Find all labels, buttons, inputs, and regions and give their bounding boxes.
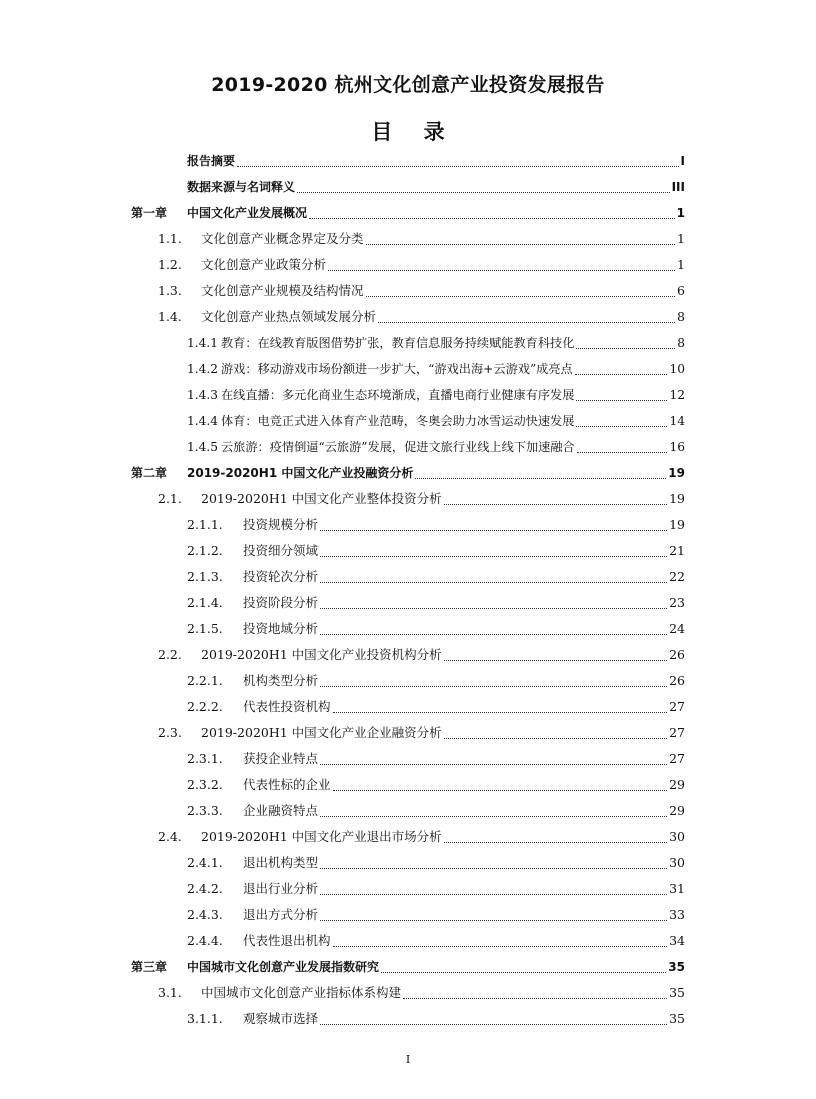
toc-entry[interactable] xyxy=(131,746,685,772)
toc-entry-title: 投资规模分析 xyxy=(243,517,319,532)
toc-dot-leader xyxy=(320,816,667,817)
toc-entry-page: 33 xyxy=(669,907,685,922)
toc-entry-title: 代表性退出机构 xyxy=(243,933,331,948)
toc-entry-title: 中国文化产业发展概况 xyxy=(187,206,308,220)
toc-entry-number: 2.2.1. xyxy=(187,673,223,688)
toc-entry-page: 27 xyxy=(669,725,685,740)
toc-entry-title: 投资地域分析 xyxy=(243,621,319,636)
toc-entry[interactable] xyxy=(131,616,685,642)
toc-entry[interactable] xyxy=(131,824,685,850)
toc-entry-number: 2.3. xyxy=(158,725,182,740)
toc-entry[interactable] xyxy=(131,954,685,980)
toc-entry-number: 1.3. xyxy=(158,283,182,298)
toc-entry[interactable] xyxy=(131,434,685,460)
toc-entry[interactable] xyxy=(131,876,685,902)
toc-entry-number: 第三章 xyxy=(131,960,168,974)
toc-entry-number: 第一章 xyxy=(131,206,168,220)
toc-entry[interactable] xyxy=(131,668,685,694)
toc-dot-leader xyxy=(237,166,679,167)
toc-entry-page: 19 xyxy=(668,466,685,480)
toc-entry-number: 2.2.2. xyxy=(187,699,223,714)
toc-entry-title: 中国城市文化创意产业指标体系构建 xyxy=(201,985,402,1000)
toc-dot-leader xyxy=(320,764,667,765)
toc-entry-title: 投资阶段分析 xyxy=(243,595,319,610)
toc-entry-page: 1 xyxy=(677,257,685,272)
toc-entry[interactable] xyxy=(131,304,685,330)
toc-entry-number: 1.4.1 xyxy=(187,336,219,350)
toc-entry-page: 19 xyxy=(669,517,685,532)
toc-dot-leader xyxy=(320,608,667,609)
toc-entry-page: 31 xyxy=(669,881,685,896)
toc-entry-title: 机构类型分析 xyxy=(243,673,319,688)
toc-entry[interactable] xyxy=(131,512,685,538)
toc-entry-page: 29 xyxy=(669,803,685,818)
toc-dot-leader xyxy=(381,972,666,973)
toc-entry[interactable] xyxy=(131,772,685,798)
toc-entry[interactable] xyxy=(131,252,685,278)
toc-entry-title: 中国城市文化创意产业发展指数研究 xyxy=(187,960,380,974)
toc-dot-leader xyxy=(576,348,675,349)
toc-dot-leader xyxy=(444,660,667,661)
toc-entry-page: 6 xyxy=(677,283,685,298)
toc-entry-page: 1 xyxy=(677,231,685,246)
toc-entry-title: 投资细分领域 xyxy=(243,543,319,558)
toc-entry-title: 代表性投资机构 xyxy=(243,699,331,714)
toc-entry-title: 2019-2020H1 中国文化产业企业融资分析 xyxy=(201,725,442,740)
toc-dot-leader xyxy=(444,504,667,505)
toc-entry-page: 1 xyxy=(676,206,685,220)
toc-entry[interactable] xyxy=(131,902,685,928)
toc-entry-title: 2019-2020H1 中国文化产业投资机构分析 xyxy=(201,647,442,662)
toc-entry-number: 2.4.4. xyxy=(187,933,223,948)
toc-entry-number: 2.3.1. xyxy=(187,751,223,766)
toc-entry-number: 1.1. xyxy=(158,231,182,246)
toc-heading xyxy=(0,116,816,146)
toc-entry-page: 27 xyxy=(669,751,685,766)
toc-entry-page: 27 xyxy=(669,699,685,714)
toc-entry[interactable] xyxy=(131,590,685,616)
toc-dot-leader xyxy=(576,426,667,427)
toc-entry[interactable] xyxy=(131,928,685,954)
toc-entry-page: 35 xyxy=(668,960,685,974)
toc-entry-page: 30 xyxy=(669,855,685,870)
toc-entry[interactable] xyxy=(131,486,685,512)
toc-entry[interactable] xyxy=(131,694,685,720)
toc-dot-leader xyxy=(320,1024,667,1025)
toc-dot-leader xyxy=(444,842,667,843)
toc-entry-number: 2.3.2. xyxy=(187,777,223,792)
toc-entry-number: 1.2. xyxy=(158,257,182,272)
toc-entry-title: 文化创意产业政策分析 xyxy=(201,257,327,272)
toc-entry-page: 26 xyxy=(669,647,685,662)
toc-dot-leader xyxy=(577,452,668,453)
toc-entry-title: 教育：在线教育版图借势扩张，教育信息服务持续赋能教育科技化 xyxy=(221,336,575,350)
toc-entry-number: 3.1. xyxy=(158,985,182,1000)
toc-entry-page: I xyxy=(680,154,685,168)
toc-entry-number: 第二章 xyxy=(131,466,168,480)
toc-entry-number: 1.4.3 xyxy=(187,388,219,402)
toc-entry-number: 2.4.1. xyxy=(187,855,223,870)
toc-dot-leader xyxy=(320,556,667,557)
toc-entry-title: 体育：电竞正式进入体育产业范畴，冬奥会助力冰雪运动快速发展 xyxy=(221,414,575,428)
toc-entry-page: 35 xyxy=(669,985,685,1000)
toc-dot-leader xyxy=(333,790,668,791)
toc-entry-page: III xyxy=(671,180,685,194)
toc-dot-leader xyxy=(320,634,667,635)
toc-entry-page: 23 xyxy=(669,595,685,610)
toc-entry[interactable] xyxy=(131,148,685,174)
toc-entry-page: 24 xyxy=(669,621,685,636)
toc-dot-leader xyxy=(320,894,667,895)
toc-entry-title: 退出机构类型 xyxy=(243,855,319,870)
toc-entry-page: 22 xyxy=(669,569,685,584)
toc-dot-leader xyxy=(320,530,667,531)
toc-entry-number: 1.4.2 xyxy=(187,362,219,376)
toc-dot-leader xyxy=(333,712,668,713)
toc-entry-title: 2019-2020H1 中国文化产业退出市场分析 xyxy=(201,829,442,844)
toc-entry[interactable] xyxy=(131,564,685,590)
toc-entry-title: 获投企业特点 xyxy=(243,751,319,766)
toc-dot-leader xyxy=(320,582,667,583)
toc-dot-leader xyxy=(320,686,667,687)
toc-entry[interactable] xyxy=(131,200,685,226)
toc-entry-page: 12 xyxy=(669,388,685,402)
toc-entry-number: 1.4. xyxy=(158,309,182,324)
toc-entry-title: 文化创意产业概念界定及分类 xyxy=(201,231,364,246)
toc-entry-page: 21 xyxy=(669,543,685,558)
toc-entry-title: 云旅游：疫情倒逼“云旅游”发展，促进文旅行业线上线下加速融合 xyxy=(221,440,575,454)
toc-entry[interactable] xyxy=(131,1006,685,1032)
toc-entry[interactable] xyxy=(131,382,685,408)
toc-entry-number: 2.4. xyxy=(158,829,182,844)
toc-entry-title: 在线直播：多元化商业生态环境渐成，直播电商行业健康有序发展 xyxy=(221,388,575,402)
toc-dot-leader xyxy=(297,192,670,193)
toc-entry[interactable] xyxy=(131,720,685,746)
toc-dot-leader xyxy=(444,738,667,739)
toc-dot-leader xyxy=(576,400,667,401)
toc-entry-page: 30 xyxy=(669,829,685,844)
footer-page-number: I xyxy=(405,1053,411,1066)
toc-entry-title: 2019-2020H1 中国文化产业整体投资分析 xyxy=(201,491,442,506)
toc-entry-title: 投资轮次分析 xyxy=(243,569,319,584)
toc-entry-title: 退出方式分析 xyxy=(243,907,319,922)
toc-entry-page: 14 xyxy=(669,414,685,428)
table-of-contents xyxy=(131,148,685,1032)
toc-entry-number: 2.4.3. xyxy=(187,907,223,922)
toc-entry[interactable] xyxy=(131,408,685,434)
toc-entry-page: 35 xyxy=(669,1011,685,1026)
toc-entry-number: 2.1.1. xyxy=(187,517,223,532)
toc-dot-leader xyxy=(333,946,668,947)
toc-dot-leader xyxy=(366,296,676,297)
toc-entry-title: 2019-2020H1 中国文化产业投融资分析 xyxy=(187,466,414,480)
toc-dot-leader xyxy=(403,998,667,999)
toc-entry-number: 2.3.3. xyxy=(187,803,223,818)
toc-entry-title: 数据来源与名词释义 xyxy=(187,180,296,194)
toc-entry-title: 代表性标的企业 xyxy=(243,777,331,792)
toc-entry[interactable] xyxy=(131,980,685,1006)
toc-dot-leader xyxy=(320,868,667,869)
toc-dot-leader xyxy=(415,478,666,479)
toc-entry-number: 2.1.5. xyxy=(187,621,223,636)
document-title: 2019-2020 杭州文化创意产业投资发展报告 xyxy=(211,74,605,96)
toc-entry-title: 企业融资特点 xyxy=(243,803,319,818)
toc-entry-number: 2.1.3. xyxy=(187,569,223,584)
toc-entry-number: 2.1.2. xyxy=(187,543,223,558)
toc-entry-title: 观察城市选择 xyxy=(243,1011,319,1026)
toc-entry-title: 文化创意产业热点领域发展分析 xyxy=(201,309,377,324)
toc-entry-title: 报告摘要 xyxy=(187,154,236,168)
toc-entry-number: 2.1. xyxy=(158,491,182,506)
toc-dot-leader xyxy=(320,920,667,921)
toc-entry[interactable] xyxy=(131,460,685,486)
toc-entry-title: 退出行业分析 xyxy=(243,881,319,896)
toc-dot-leader xyxy=(309,218,675,219)
toc-entry[interactable] xyxy=(131,174,685,200)
toc-entry[interactable] xyxy=(131,278,685,304)
toc-dot-leader xyxy=(366,244,676,245)
toc-entry-page: 26 xyxy=(669,673,685,688)
toc-entry-title: 游戏：移动游戏市场份额进一步扩大，“游戏出海+云游戏”成亮点 xyxy=(221,362,573,376)
toc-entry[interactable] xyxy=(131,330,685,356)
toc-dot-leader xyxy=(328,270,675,271)
toc-dot-leader xyxy=(378,322,675,323)
toc-entry-number: 2.4.2. xyxy=(187,881,223,896)
toc-heading-char: 目 xyxy=(371,120,393,144)
toc-entry-page: 29 xyxy=(669,777,685,792)
toc-entry-title: 文化创意产业规模及结构情况 xyxy=(201,283,364,298)
toc-entry-page: 8 xyxy=(677,309,685,324)
toc-entry-page: 10 xyxy=(669,362,685,376)
toc-entry[interactable] xyxy=(131,850,685,876)
toc-entry[interactable] xyxy=(131,226,685,252)
toc-entry[interactable] xyxy=(131,356,685,382)
toc-entry-number: 1.4.4 xyxy=(187,414,219,428)
toc-entry-number: 2.2. xyxy=(158,647,182,662)
toc-entry[interactable] xyxy=(131,538,685,564)
toc-entry[interactable] xyxy=(131,798,685,824)
toc-entry[interactable] xyxy=(131,642,685,668)
toc-dot-leader xyxy=(575,374,668,375)
toc-entry-page: 8 xyxy=(677,336,685,350)
toc-entry-number: 2.1.4. xyxy=(187,595,223,610)
toc-entry-page: 16 xyxy=(669,440,685,454)
toc-entry-page: 19 xyxy=(669,491,685,506)
toc-heading-char: 录 xyxy=(423,120,445,144)
toc-entry-number: 1.4.5 xyxy=(187,440,219,454)
toc-entry-page: 34 xyxy=(669,933,685,948)
toc-entry-number: 3.1.1. xyxy=(187,1011,223,1026)
